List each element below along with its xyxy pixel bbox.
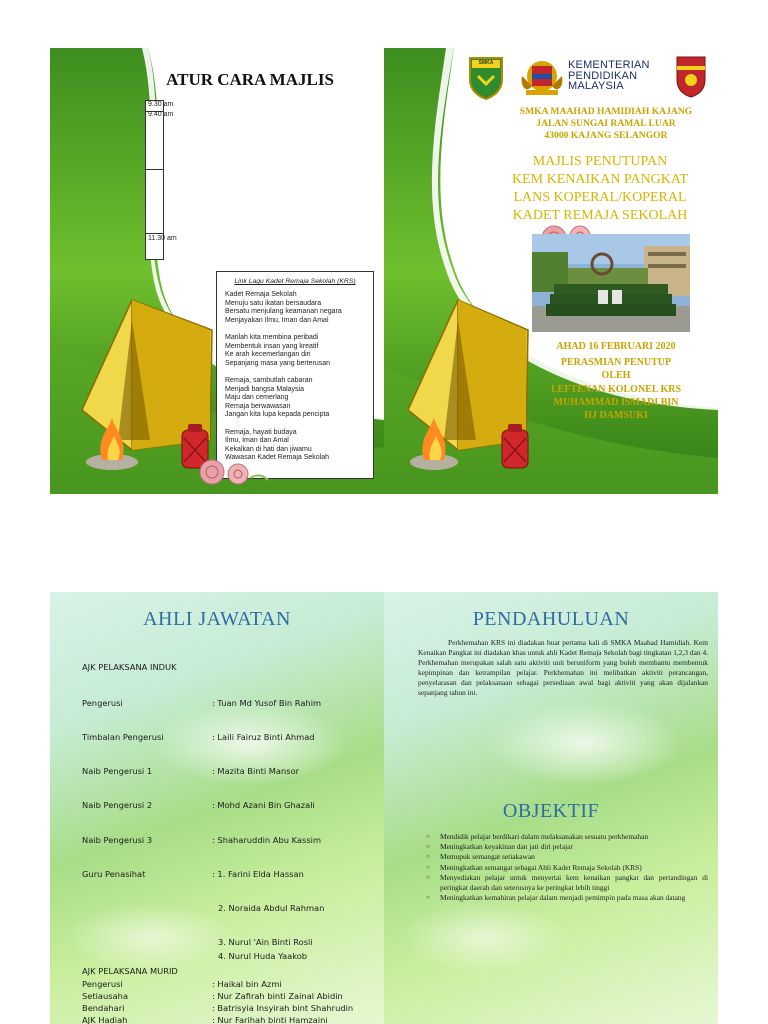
event-date: AHAD 16 FEBRUARI 2020 — [556, 341, 676, 352]
lyric-line: Remaja, sambutlah cabaran — [225, 376, 313, 384]
role-value: : Laili Fairuz Binti Ahmad — [212, 732, 315, 742]
lyric-line: Wawasan Kadet Remaja Sekolah — [225, 454, 330, 462]
oleh-label: OLEH — [601, 370, 631, 382]
advisor-name: 2. Noraida Abdul Rahman — [218, 903, 325, 913]
role-value: : Tuan Md Yusof Bin Rahim — [212, 698, 322, 708]
role-value: : 1. Farini Elda Hassan — [212, 869, 304, 879]
school-crest-text: SMKA — [478, 60, 494, 66]
school-street: JALAN SUNGAI RAMAL LUAR — [536, 118, 676, 129]
ahli-jawatan-title: AHLI JAWATAN — [143, 608, 291, 630]
lyrics-text — [217, 285, 373, 463]
pendahuluan-paragraph: Perkhemahan KRS ini diadakan buat pertama kali di SMKA Maahad Hamidiah. Kem Kenaikan Pangkat ini diadakan khas untuk ahli Kadet Remaja Sekolah bagi tingkatan 1,2,3 dan 4. Perkhemahan merupakan salah satu aktiviti unit beruniform yang boleh membantu membentuk kepimpinan dan ketrampilan pelajar. Perkhemahan ini melibatkan aktiviti perancangan, penyelarasan dan pelaksanaan sebagai persediaan awal bagi aktiviti yang akan dijalankan sepanjang tahun ini. — [418, 638, 708, 697]
advisor-name: 4. Nurul Huda Yaakob — [218, 951, 308, 961]
time-3: 11.30 am — [148, 235, 177, 242]
role-value: : Mohd Azani Bin Ghazali — [212, 800, 315, 810]
list-item: ○ Meningkatkan semangat sebagai Ahli Kadet Remaja Sekolah (KRS) — [424, 863, 708, 873]
role-value: : Nur Farihah binti Hamzaini — [212, 1015, 328, 1024]
lyric-line: Menuju satu ikatan bersaudara — [225, 299, 322, 307]
officiant-name-2: HJ DAMSUKI — [584, 410, 648, 422]
lyric-line: Bersatu menjulang keamanan negara — [225, 308, 342, 316]
event-title: MAJLIS PENUTUPAN KEM KENAIKAN PANGKAT LANS KOPERAL/KOPERAL KADET REMAJA SEKOLAH — [511, 154, 689, 223]
school-postcode: 43000 KAJANG SELANGOR — [544, 130, 668, 141]
role-label: Naib Pengerusi 2 — [82, 800, 153, 810]
objektif-title: OBJEKTIF — [502, 800, 600, 822]
time-1: 9.30 am — [148, 101, 174, 108]
role-label: Pengerusi — [82, 979, 123, 989]
lyric-line: Menjadi bangsa Malaysia — [225, 385, 304, 393]
role-label: Timbalan Pengerusi — [82, 732, 164, 742]
group-photo — [532, 234, 690, 332]
lyric-line: Maju dan cemerlang — [225, 394, 289, 402]
list-item: ○ Menyediakan pelajar untuk menyertai kem kenaikan pangkat dan pertandingan di peringkat daerah dan seterusnya ke peringkat lebih tinggi — [424, 873, 708, 893]
pendahuluan-title: PENDAHULUAN — [472, 608, 630, 630]
event-details — [524, 340, 708, 422]
lyric-line: Ke arah kecemerlangan diri — [225, 351, 311, 359]
lyric-line: Kekalkan di hati dan jiwamu — [225, 445, 312, 453]
officiant-rank: LEFTENAN KOLONEL KRS — [550, 383, 682, 395]
ahli-jawatan-panel — [50, 592, 384, 1024]
section-ajk-murid: AJK PELAKSANA MURID — [82, 966, 178, 976]
section-ajk-induk: AJK PELAKSANA INDUK — [82, 662, 177, 672]
lyric-line: Ilmu, Iman dan Amal — [225, 437, 289, 445]
atur-cara-panel — [50, 48, 384, 494]
malaysia-coat-of-arms-icon — [518, 56, 566, 98]
role-label: Guru Penasihat — [82, 869, 146, 879]
lyric-line: Menjayakan Ilmu, Iman dan Amal — [225, 316, 329, 324]
role-value: : Nur Zafirah binti Zainal Abidin — [212, 991, 343, 1001]
lyrics-box — [216, 271, 374, 479]
lyric-line: Sepanjang masa yang berterusan — [225, 359, 331, 367]
advisor-name: 3. Nurul 'Ain Binti Rosli — [218, 937, 313, 947]
officiant-name: MUHAMMAD ISMADI BIN — [553, 396, 679, 408]
role-value: : Shaharuddin Abu Kassim — [212, 835, 322, 845]
lyric-line: Remaja, hayati budaya — [225, 428, 297, 436]
role-label: Bendahari — [82, 1003, 125, 1013]
list-item: ○ Meningkatkan kemahiran pelajar dalam menjadi pemimpin pada masa akan datang — [424, 893, 708, 903]
school-address — [504, 106, 708, 142]
pendahuluan-panel — [384, 592, 718, 1024]
lyric-line: Remaja berwawasan — [225, 402, 291, 410]
kementerian-logo-text: KEMENTERIAN PENDIDIKAN MALAYSIA — [568, 59, 650, 92]
school-name: SMKA MAAHAD HAMIDIAH KAJANG — [519, 106, 693, 117]
rose-decoration — [190, 452, 270, 492]
role-value: : Haikal bin Azmi — [212, 979, 282, 989]
role-label: AJK Hadiah — [82, 1015, 128, 1024]
tent-illustration — [398, 290, 538, 480]
selangor-crest-icon — [674, 54, 708, 98]
list-item: ○ Memupuk semangat setiakawan — [424, 852, 708, 862]
lyrics-heading: Link Lagu Kadet Remaja Sekolah (KRS) — [234, 278, 356, 285]
lyric-line: Jangan kita lupa kepada pencipta — [225, 411, 330, 419]
role-label: Setiausaha — [82, 991, 129, 1001]
role-value: : Mazita Binti Mansor — [212, 766, 300, 776]
objektif-list — [424, 832, 708, 903]
role-label: Pengerusi — [82, 698, 123, 708]
cover-panel — [384, 48, 718, 494]
atur-cara-title: ATUR CARA MAJLIS — [166, 70, 334, 89]
role-label: Naib Pengerusi 1 — [82, 766, 153, 776]
lyric-line: Membentuk insan yang kreatif — [225, 342, 319, 350]
list-item: ○ Mendidik pelajar berdikari dalam melaksanakan sesuatu perkhemahan — [424, 832, 708, 842]
time-2: 9.40 am — [148, 111, 174, 118]
list-item: ○ Meningkatkan keyakinan dan jati diri pelajar — [424, 842, 708, 852]
perasmian-label: PERASMIAN PENUTUP — [560, 357, 672, 369]
lyric-line: Kadet Remaja Sekolah — [225, 291, 297, 298]
role-label: Naib Pengerusi 3 — [82, 835, 153, 845]
role-value: : Batrisyia Insyirah bint Shahrudin — [212, 1003, 354, 1013]
lyric-line: Marilah kita membina peribadi — [225, 333, 319, 341]
